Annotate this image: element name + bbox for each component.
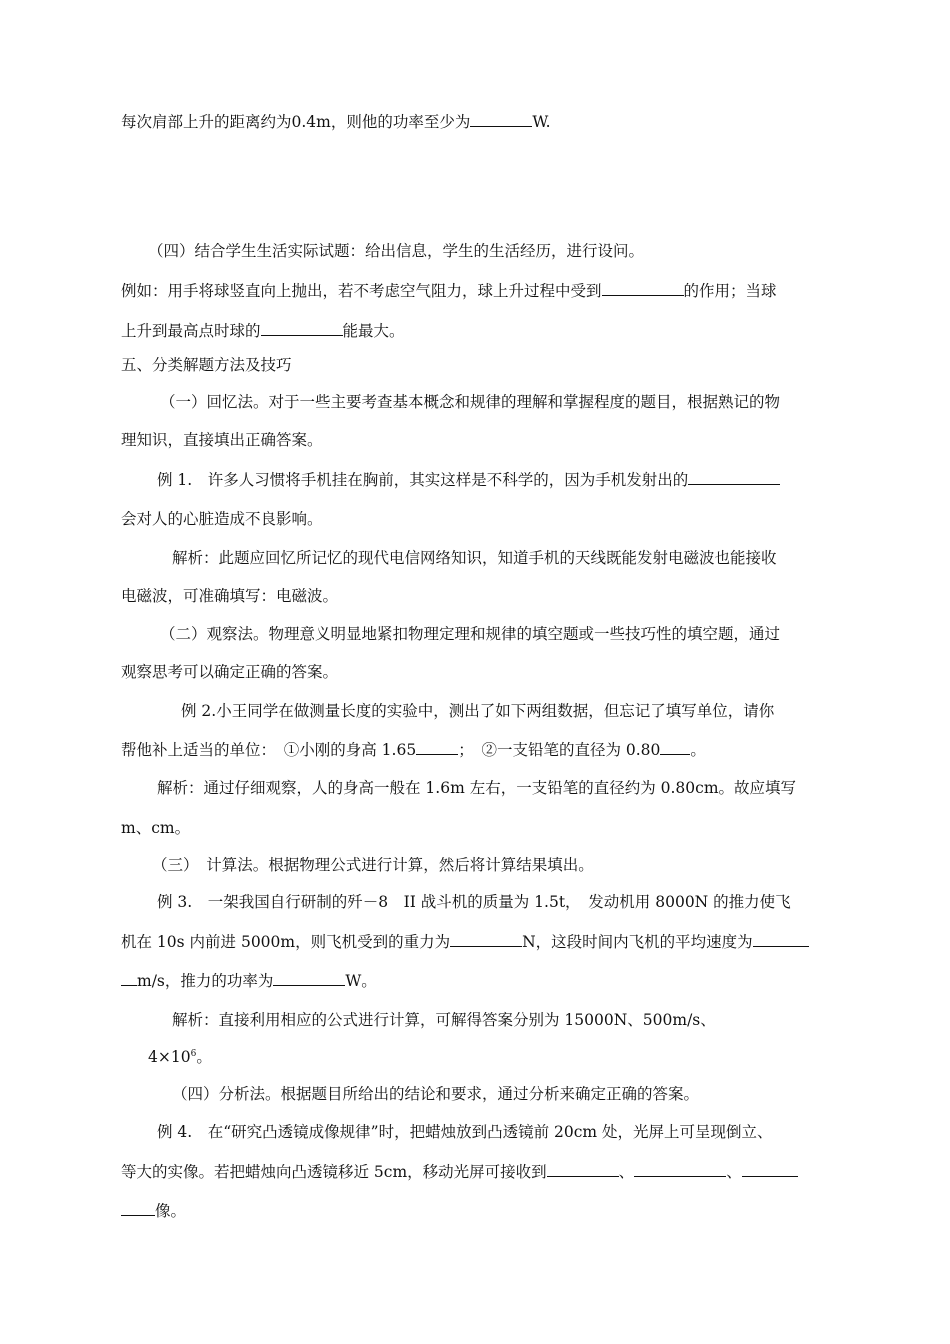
text-span: ； ②一支铅笔的直径为 0.80 <box>458 741 661 759</box>
text-line: 例 3. 一架我国自行研制的歼－8 II 战斗机的质量为 1.5t， 发动机用 8000N 的推力使飞 <box>157 893 791 911</box>
text-line <box>121 112 551 132</box>
text-line <box>121 1162 798 1182</box>
text-span: 能最大。 <box>342 322 405 340</box>
text-span: 等大的实像。若把蜡烛向凸透镜移近 5cm，移动光屏可接收到 <box>121 1163 547 1181</box>
text-line: （一）回忆法。对于一些主要考查基本概念和规律的理解和掌握程度的题目，根据熟记的物 <box>160 393 781 411</box>
answer-blank <box>742 1162 798 1177</box>
text-span: 机在 10s 内前进 5000m，则飞机受到的重力为 <box>121 933 451 951</box>
text-line <box>121 971 377 991</box>
text-line <box>121 932 809 952</box>
section-heading: 五、分类解题方法及技巧 <box>121 356 292 374</box>
answer-blank <box>660 740 690 755</box>
text-line <box>121 281 777 301</box>
text-line: m、cm。 <box>121 819 191 837</box>
answer-blank <box>121 1201 155 1216</box>
text-line: 例 4. 在“研究凸透镜成像规律”时，把蜡烛放到凸透镜前 20cm 处，光屏上可呈现倒立、 <box>157 1123 773 1141</box>
text-span: 、 <box>726 1163 742 1181</box>
answer-blank <box>602 281 684 296</box>
answer-blank <box>273 971 345 986</box>
answer-blank <box>470 112 532 127</box>
text-span: 例如：用手将球竖直向上抛出，若不考虑空气阻力，球上升过程中受到 <box>121 282 602 300</box>
text-line <box>121 321 405 341</box>
text-span: 例 1. 许多人习惯将手机挂在胸前，其实这样是不科学的，因为手机发射出的 <box>157 471 689 489</box>
text-line: 解析：此题应回忆所记忆的现代电信网络知识，知道手机的天线既能发射电磁波也能接收 <box>172 549 777 567</box>
text-span: 每次肩部上升的距离约为0.4m，则他的功率至少为 <box>121 113 471 131</box>
text-span: W. <box>532 113 551 131</box>
text-span: m/s，推力的功率为 <box>137 972 274 990</box>
answer-blank <box>688 470 780 485</box>
text-span: 。 <box>196 1048 212 1066</box>
text-line: 解析：通过仔细观察，人的身高一般在 1.6m 左右，一支铅笔的直径约为 0.80cm。故应填写 <box>157 779 797 797</box>
text-span: N，这段时间内飞机的平均速度为 <box>522 933 753 951</box>
text-line: 例 2.小王同学在做测量长度的实验中，测出了如下两组数据，但忘记了填写单位，请你 <box>181 702 775 720</box>
answer-blank <box>753 932 809 947</box>
text-line <box>157 470 780 490</box>
answer-blank <box>416 740 458 755</box>
text-line <box>148 1047 212 1067</box>
text-line <box>121 1201 186 1221</box>
answer-blank <box>547 1162 619 1177</box>
answer-blank <box>121 971 137 986</box>
text-span: 4×10 <box>148 1048 191 1066</box>
text-span: 的作用；当球 <box>683 282 777 300</box>
text-span: 、 <box>618 1163 635 1181</box>
text-span: 像。 <box>155 1202 187 1220</box>
text-span: 。 <box>690 741 706 759</box>
answer-blank <box>450 932 522 947</box>
text-span: 帮他补上适当的单位： ①小刚的身高 1.65 <box>121 741 417 759</box>
section-heading: （三） 计算法。根据物理公式进行计算，然后将计算结果填出。 <box>152 856 594 874</box>
text-line <box>121 740 706 760</box>
text-line: 会对人的心脏造成不良影响。 <box>121 510 323 528</box>
text-line: 理知识，直接填出正确答案。 <box>121 431 323 449</box>
text-line: 解析：直接利用相应的公式进行计算，可解得答案分别为 15000N、500m/s、 <box>172 1011 716 1029</box>
exponent: 6 <box>190 1049 197 1059</box>
section-heading: （四）结合学生生活实际试题：给出信息，学生的生活经历，进行设问。 <box>148 242 645 260</box>
text-span: 上升到最高点时球的 <box>121 322 261 340</box>
answer-blank <box>634 1162 726 1177</box>
text-span: W。 <box>345 972 377 990</box>
section-heading: （四）分析法。根据题目所给出的结论和要求，通过分析来确定正确的答案。 <box>172 1085 700 1103</box>
text-line: 观察思考可以确定正确的答案。 <box>121 663 339 681</box>
text-line: 电磁波，可准确填写：电磁波。 <box>121 587 339 605</box>
text-line: （二）观察法。物理意义明显地紧扣物理定理和规律的填空题或一些技巧性的填空题，通过 <box>160 625 781 643</box>
answer-blank <box>261 321 343 336</box>
